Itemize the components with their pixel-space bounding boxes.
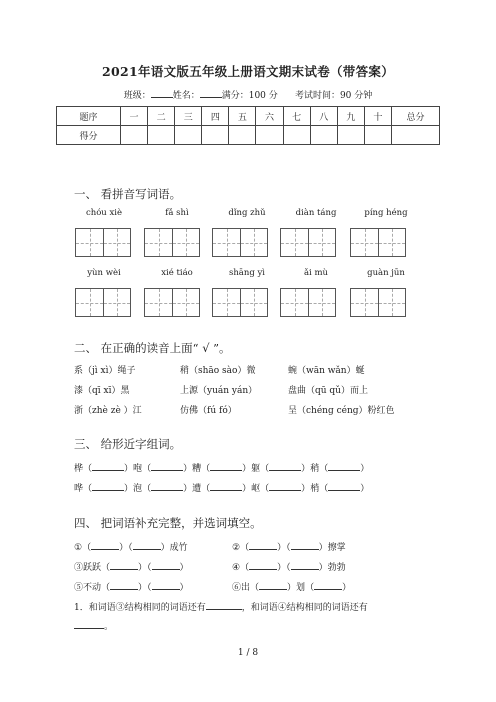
answer-blank[interactable]: [291, 541, 319, 550]
idiom-prefix: ①: [74, 543, 83, 553]
score-col: 四: [202, 107, 229, 126]
writing-grid[interactable]: [144, 288, 200, 317]
char: 梢: [310, 484, 320, 494]
question-line-2: [74, 619, 113, 632]
idiom-prefix: ③跃跃: [74, 563, 102, 573]
exam-info: [0, 88, 496, 101]
char: 泡: [133, 484, 143, 494]
idiom-item: ③跃跃（ ）（ ）: [74, 563, 189, 573]
answer-blank[interactable]: [91, 541, 119, 550]
score-table-header-row: [57, 107, 440, 126]
question-end: 。: [104, 622, 114, 632]
score-cell[interactable]: [202, 126, 229, 145]
answer-blank[interactable]: [269, 462, 301, 471]
writing-grid[interactable]: [350, 228, 406, 257]
answer-blank[interactable]: [210, 462, 242, 471]
score-col: 八: [310, 107, 337, 126]
writing-grid[interactable]: [350, 288, 406, 317]
reading-item: 盘曲（qū qǔ）而上: [288, 386, 368, 396]
section-2-heading: 二、 在正确的读音上面“ √ ”。: [74, 341, 231, 355]
char: 躯: [251, 464, 261, 474]
word-group-row: 桦（ ）咆（ ）糟（ ）躯（ ）稍（ ）: [74, 464, 370, 474]
char: 稍: [310, 464, 320, 474]
score-col: 三: [175, 107, 202, 126]
idiom-suffix: 擦掌: [327, 543, 346, 553]
writing-grid[interactable]: [75, 288, 131, 317]
pinyin-label: xié tiáo: [161, 268, 193, 278]
answer-blank[interactable]: [74, 620, 104, 629]
score-col: 十: [364, 107, 391, 126]
pinyin-label: diàn táng: [295, 208, 337, 218]
reading-item: 蜿（wān wǎn）蜒: [288, 366, 365, 376]
pinyin-label: píng héng: [364, 208, 408, 218]
section-4-heading: 四、 把词语补充完整，并选词填空。: [74, 516, 262, 530]
score-col: 六: [256, 107, 283, 126]
score-cell[interactable]: [337, 126, 364, 145]
score-col: 七: [283, 107, 310, 126]
score-cell[interactable]: [148, 126, 175, 145]
score-table-header-label: 题序: [57, 107, 121, 126]
answer-blank[interactable]: [152, 561, 180, 570]
answer-blank[interactable]: [110, 561, 138, 570]
class-blank: [151, 88, 173, 98]
exam-time: 考试时间：90 分钟: [294, 91, 373, 101]
writing-grid[interactable]: [280, 228, 336, 257]
question-text: ，和词语④结构相同的词语还有: [241, 603, 368, 613]
idiom-item: ④（ ）（ ）勃勃: [232, 563, 346, 573]
answer-blank[interactable]: [152, 581, 180, 590]
score-col: 一: [121, 107, 148, 126]
answer-blank[interactable]: [92, 482, 124, 491]
answer-blank[interactable]: [210, 482, 242, 491]
score-col: 五: [229, 107, 256, 126]
char: 遭: [192, 484, 202, 494]
word-group-row: 哗（ ）泡（ ）遭（ ）岖（ ）梢（ ）: [74, 484, 370, 494]
writing-grid[interactable]: [144, 228, 200, 257]
score-cell[interactable]: [283, 126, 310, 145]
reading-item: 呈（chéng céng）粉红色: [288, 406, 395, 416]
writing-grid[interactable]: [280, 288, 336, 317]
score-table-score-row: [57, 126, 440, 145]
pinyin-label: shāng yì: [228, 268, 266, 278]
score-cell[interactable]: [121, 126, 148, 145]
name-blank: [200, 88, 222, 98]
pinyin-label: guàn jūn: [367, 268, 405, 278]
char: 糟: [192, 464, 202, 474]
answer-blank[interactable]: [314, 581, 342, 590]
idiom-suffix: 成竹: [169, 543, 188, 553]
reading-item: 浙（zhè zè ）江: [74, 406, 142, 416]
answer-blank[interactable]: [269, 482, 301, 491]
pinyin-label: ǎi mù: [303, 268, 329, 278]
score-cell-total[interactable]: [392, 126, 440, 145]
reading-item: 仿佛（fú fó）: [180, 406, 237, 416]
score-cell[interactable]: [310, 126, 337, 145]
pinyin-label: yùn wèi: [87, 268, 121, 278]
answer-blank[interactable]: [328, 482, 360, 491]
char: 哗: [74, 484, 84, 494]
answer-blank[interactable]: [328, 462, 360, 471]
reading-item: 漆（qī xī）黑: [74, 386, 130, 396]
pinyin-label: fǎ shì: [165, 208, 189, 218]
score-cell[interactable]: [229, 126, 256, 145]
answer-blank[interactable]: [249, 541, 277, 550]
writing-grid[interactable]: [75, 228, 131, 257]
name-label: 姓名：: [172, 91, 200, 101]
answer-blank[interactable]: [151, 482, 183, 491]
full-score: 满分：100 分: [221, 91, 278, 101]
section-3-heading: 三、 给形近字组词。: [74, 437, 182, 451]
char: 桦: [74, 464, 84, 474]
idiom-suffix: 勃勃: [327, 563, 346, 573]
reading-item: 上源（yuán yán）: [180, 386, 258, 396]
answer-blank[interactable]: [259, 581, 287, 590]
score-col-total: 总分: [392, 107, 440, 126]
answer-blank[interactable]: [133, 541, 161, 550]
idiom-prefix: ②: [232, 543, 241, 553]
answer-blank[interactable]: [206, 601, 242, 610]
score-cell[interactable]: [256, 126, 283, 145]
writing-grid[interactable]: [212, 288, 268, 317]
pinyin-label: chóu xiè: [85, 208, 123, 218]
reading-item: 系（jì xì）绳子: [74, 366, 136, 376]
idiom-prefix: ④: [232, 563, 241, 573]
section-1-heading: 一、 看拼音写词语。: [74, 187, 182, 201]
answer-blank[interactable]: [92, 462, 124, 471]
answer-blank[interactable]: [291, 561, 319, 570]
idiom-prefix: ⑤不动: [74, 583, 102, 593]
idiom-item: ⑥出（ ）划（ ）: [232, 583, 352, 593]
idiom-item: ①（ ）（ ）成竹: [74, 543, 188, 553]
class-label: 班级：: [123, 91, 151, 101]
score-table: [56, 106, 440, 145]
score-cell[interactable]: [364, 126, 391, 145]
idiom-item: ⑤不动（ ）（ ）: [74, 583, 189, 593]
idiom-prefix: ⑥出: [232, 583, 251, 593]
char: 岖: [251, 484, 261, 494]
reading-item: 稍（shāo sào）微: [180, 366, 256, 376]
score-cell[interactable]: [175, 126, 202, 145]
score-row-label: 得分: [57, 126, 121, 145]
answer-blank[interactable]: [151, 462, 183, 471]
score-col: 九: [337, 107, 364, 126]
question-text: 1．和词语③结构相同的词语还有: [74, 603, 206, 613]
answer-blank[interactable]: [110, 581, 138, 590]
score-col: 二: [148, 107, 175, 126]
pinyin-label: dǐng zhǔ: [228, 208, 266, 218]
idiom-item: ②（ ）（ ）擦掌: [232, 543, 346, 553]
char: 咆: [133, 464, 143, 474]
page-number: 1 / 8: [237, 648, 259, 658]
page-title: 2021年语文版五年级上册语文期末试卷（带答案）: [102, 64, 394, 79]
idiom-suffix: 划: [296, 583, 306, 593]
answer-blank[interactable]: [249, 561, 277, 570]
writing-grid[interactable]: [212, 228, 268, 257]
question-line: [74, 600, 368, 613]
